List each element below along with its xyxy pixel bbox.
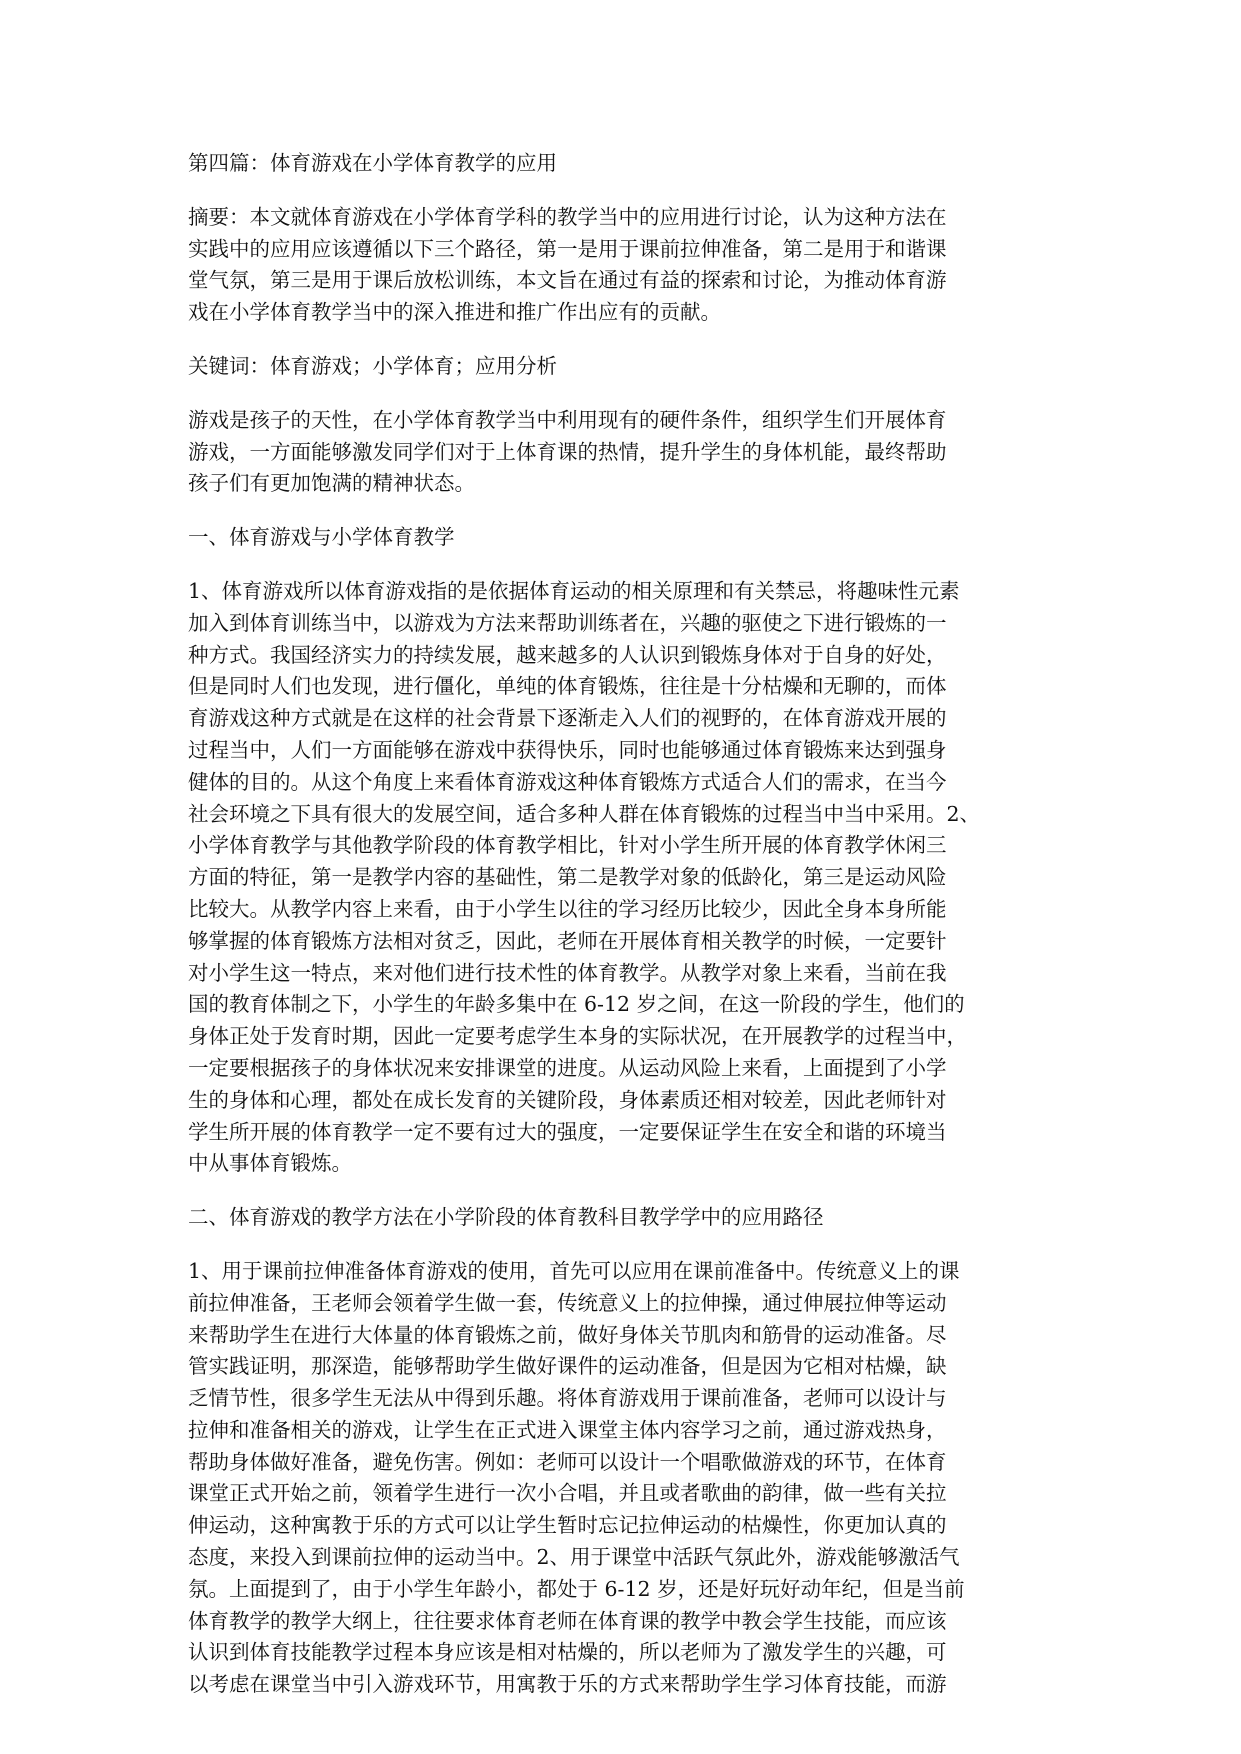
text-line: 1、用于课前拉伸准备体育游戏的使用，首先可以应用在课前准备中。传统意义上的课 bbox=[188, 1258, 960, 1283]
text-line: 管实践证明，那深造，能够帮助学生做好课件的运动准备，但是因为它相对枯燥，缺 bbox=[188, 1354, 947, 1379]
text-line: 摘要：本文就体育游戏在小学体育学科的教学当中的应用进行讨论，认为这种方法在 bbox=[188, 204, 947, 229]
text-line: 第四篇：体育游戏在小学体育教学的应用 bbox=[188, 151, 557, 175]
text-line: 氛。上面提到了，由于小学生年龄小，都处于 6-12 岁，还是好玩好动年纪，但是当前 bbox=[188, 1576, 965, 1601]
text-line: 加入到体育训练当中，以游戏为方法来帮助训练者在，兴趣的驱使之下进行锻炼的一 bbox=[188, 610, 947, 635]
text-line: 以考虑在课堂当中引入游戏环节，用寓教于乐的方式来帮助学生学习体育技能，而游 bbox=[188, 1672, 947, 1697]
text-line: 育游戏这种方式就是在这样的社会背景下逐渐走入人们的视野的，在体育游戏开展的 bbox=[188, 706, 947, 731]
text-line: 小学体育教学与其他教学阶段的体育教学相比，针对小学生所开展的体育教学休闲三 bbox=[188, 833, 947, 858]
text-line: 乏情节性，很多学生无法从中得到乐趣。将体育游戏用于课前准备，老师可以设计与 bbox=[188, 1386, 947, 1411]
text-line: 国的教育体制之下，小学生的年龄多集中在 6-12 岁之间，在这一阶段的学生，他们的 bbox=[188, 992, 965, 1017]
text-line: 伸运动，这种寓教于乐的方式可以让学生暂时忘记拉伸运动的枯燥性，你更加认真的 bbox=[188, 1513, 947, 1538]
intro-paragraph bbox=[188, 405, 1046, 500]
text-line: 健体的目的。从这个角度上来看体育游戏这种体育锻炼方式适合人们的需求，在当今 bbox=[188, 769, 947, 794]
text-line: 种方式。我国经济实力的持续发展，越来越多的人认识到锻炼身体对于自身的好处， bbox=[188, 642, 947, 667]
text-line: 够掌握的体育锻炼方法相对贫乏，因此，老师在开展体育相关教学的时候，一定要针 bbox=[188, 928, 947, 953]
text-line: 关键词：体育游戏；小学体育；应用分析 bbox=[188, 353, 557, 378]
text-line: 方面的特征，第一是教学内容的基础性，第二是教学对象的低龄化，第三是运动风险 bbox=[188, 865, 947, 890]
text-line: 体育教学的教学大纲上，往往要求体育老师在体育课的教学中教会学生技能，而应该 bbox=[188, 1608, 947, 1633]
text-line: 学生所开展的体育教学一定不要有过大的强度，一定要保证学生在安全和谐的环境当 bbox=[188, 1119, 947, 1144]
document-page bbox=[188, 148, 1046, 1723]
text-line: 社会环境之下具有很大的发展空间，适合多种人群在体育锻炼的过程当中当中采用。2、 bbox=[188, 801, 981, 826]
document-title bbox=[188, 148, 1046, 180]
text-line: 身体正处于发育时期，因此一定要考虑学生本身的实际状况，在开展教学的过程当中， bbox=[188, 1024, 967, 1049]
text-line: 过程当中，人们一方面能够在游戏中获得快乐，同时也能够通过体育锻炼来达到强身 bbox=[188, 737, 947, 762]
section-1-heading bbox=[188, 522, 1046, 554]
text-line: 前拉伸准备，王老师会领着学生做一套，传统意义上的拉伸操，通过伸展拉伸等运动 bbox=[188, 1290, 947, 1315]
text-line: 中从事体育锻炼。 bbox=[188, 1151, 352, 1176]
abstract-paragraph bbox=[188, 202, 1046, 329]
text-line: 生的身体和心理，都处在成长发育的关键阶段，身体素质还相对较差，因此老师针对 bbox=[188, 1087, 947, 1112]
text-line: 二、体育游戏的教学方法在小学阶段的体育教科目教学学中的应用路径 bbox=[188, 1205, 824, 1230]
text-line: 拉伸和准备相关的游戏，让学生在正式进入课堂主体内容学习之前，通过游戏热身， bbox=[188, 1417, 947, 1442]
section-2-body bbox=[188, 1256, 1046, 1701]
text-line: 对小学生这一特点，来对他们进行技术性的体育教学。从教学对象上来看，当前在我 bbox=[188, 960, 947, 985]
text-line: 态度，来投入到课前拉伸的运动当中。2、用于课堂中活跃气氛此外，游戏能够激活气 bbox=[188, 1545, 960, 1570]
section-2-heading bbox=[188, 1202, 1046, 1234]
section-1-body bbox=[188, 576, 1046, 1180]
text-line: 但是同时人们也发现，进行僵化，单纯的体育锻炼，往往是十分枯燥和无聊的，而体 bbox=[188, 674, 947, 699]
text-line: 一定要根据孩子的身体状况来安排课堂的进度。从运动风险上来看，上面提到了小学 bbox=[188, 1055, 947, 1080]
text-line: 戏在小学体育教学当中的深入推进和推广作出应有的贡献。 bbox=[188, 300, 721, 325]
text-line: 孩子们有更加饱满的精神状态。 bbox=[188, 471, 475, 496]
text-line: 游戏，一方面能够激发同学们对于上体育课的热情，提升学生的身体机能，最终帮助 bbox=[188, 439, 947, 464]
text-line: 认识到体育技能教学过程本身应该是相对枯燥的，所以老师为了激发学生的兴趣，可 bbox=[188, 1640, 947, 1665]
text-line: 堂气氛，第三是用于课后放松训练，本文旨在通过有益的探索和讨论，为推动体育游 bbox=[188, 268, 947, 293]
text-line: 1、体育游戏所以体育游戏指的是依据体育运动的相关原理和有关禁忌，将趣味性元素 bbox=[188, 578, 960, 603]
text-line: 游戏是孩子的天性，在小学体育教学当中利用现有的硬件条件，组织学生们开展体育 bbox=[188, 407, 947, 432]
text-line: 一、体育游戏与小学体育教学 bbox=[188, 525, 455, 550]
text-line: 来帮助学生在进行大体量的体育锻炼之前，做好身体关节肌肉和筋骨的运动准备。尽 bbox=[188, 1322, 947, 1347]
text-line: 实践中的应用应该遵循以下三个路径，第一是用于课前拉伸准备，第二是用于和谐课 bbox=[188, 236, 947, 261]
text-line: 帮助身体做好准备，避免伤害。例如：老师可以设计一个唱歌做游戏的环节，在体育 bbox=[188, 1449, 947, 1474]
keywords-paragraph bbox=[188, 351, 1046, 383]
text-line: 课堂正式开始之前，领着学生进行一次小合唱，并且或者歌曲的韵律，做一些有关拉 bbox=[188, 1481, 947, 1506]
text-line: 比较大。从教学内容上来看，由于小学生以往的学习经历比较少，因此全身本身所能 bbox=[188, 896, 947, 921]
